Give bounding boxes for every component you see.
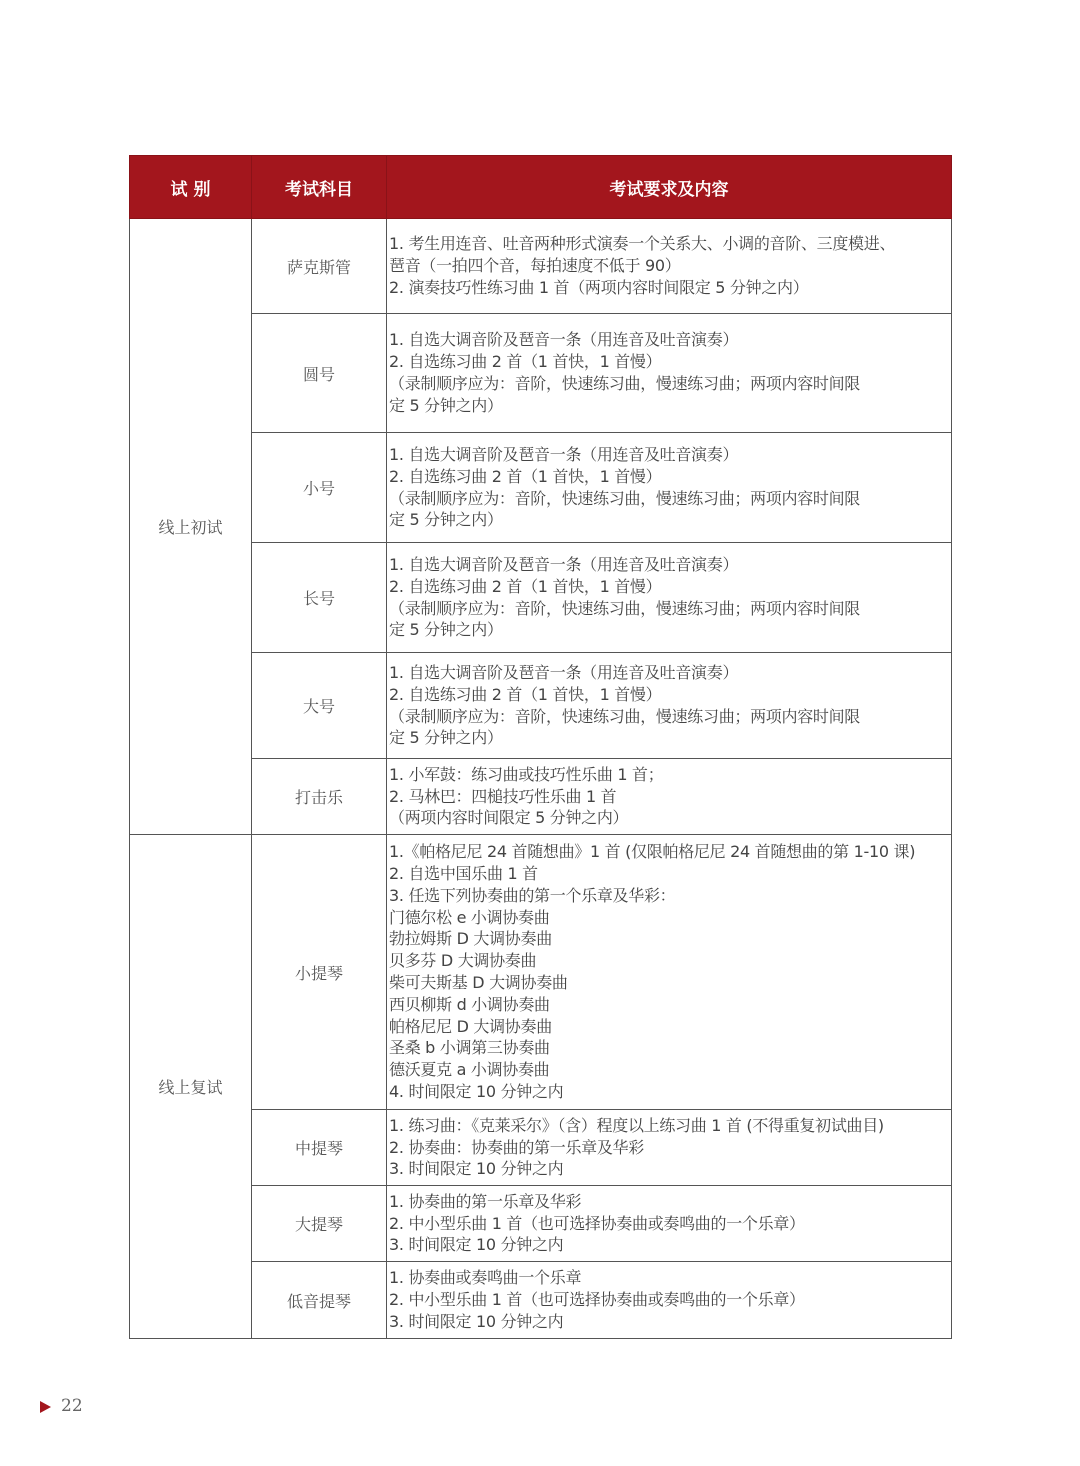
requirement-line: 1.《帕格尼尼 24 首随想曲》1 首 (仅限帕格尼尼 24 首随想曲的第 1-10 课)	[389, 842, 916, 862]
requirement-line: 1. 自选大调音阶及琶音一条（用连音及吐音演奏）	[389, 662, 739, 682]
requirement-line: 2. 自选练习曲 2 首（1 首快，1 首慢）	[389, 352, 662, 372]
requirement-line: （录制顺序应为：音阶，快速练习曲，慢速练习曲；两项内容时间限	[389, 706, 861, 726]
header-subject: 考试科目	[252, 156, 387, 219]
requirement-line: 2. 马林巴：四槌技巧性乐曲 1 首	[389, 786, 617, 806]
exam-requirements-table	[129, 155, 952, 1339]
requirement-line: （两项内容时间限定 5 分钟之内）	[389, 808, 629, 828]
requirement-line: 定 5 分钟之内）	[389, 728, 503, 748]
requirement-line: 德沃夏克 a 小调协奏曲	[389, 1060, 550, 1080]
subject-cell: 打击乐	[252, 759, 387, 835]
requirements-cell	[387, 653, 952, 759]
requirements-cell	[387, 219, 952, 314]
requirement-line: 门德尔松 e 小调协奏曲	[389, 907, 550, 927]
requirement-line: 1. 小军鼓：练习曲或技巧性乐曲 1 首；	[389, 764, 664, 784]
page-number: 22	[40, 1396, 83, 1416]
requirement-line: （录制顺序应为：音阶，快速练习曲，慢速练习曲；两项内容时间限	[389, 488, 861, 508]
subject-cell: 圆号	[252, 314, 387, 433]
requirement-line: 琶音（一拍四个音，每拍速度不低于 90）	[389, 256, 681, 276]
requirement-line: 1. 协奏曲的第一乐章及华彩	[389, 1191, 582, 1211]
table-row	[130, 1186, 952, 1262]
requirement-line: 3. 任选下列协奏曲的第一个乐章及华彩：	[389, 885, 676, 905]
requirement-line: 定 5 分钟之内）	[389, 510, 503, 530]
table-row	[130, 1262, 952, 1339]
subject-cell: 低音提琴	[252, 1262, 387, 1339]
requirement-line: 定 5 分钟之内）	[389, 620, 503, 640]
requirement-line: 3. 时间限定 10 分钟之内	[389, 1311, 564, 1331]
requirement-line: 4. 时间限定 10 分钟之内	[389, 1081, 564, 1101]
table-row	[130, 1110, 952, 1186]
subject-cell: 小号	[252, 433, 387, 543]
requirement-line: 柴可夫斯基 D 大调协奏曲	[389, 973, 568, 992]
requirement-line: 1. 考生用连音、吐音两种形式演奏一个关系大、小调的音阶、三度模进、	[389, 234, 896, 254]
subject-cell: 大号	[252, 653, 387, 759]
requirement-line: （录制顺序应为：音阶，快速练习曲，慢速练习曲；两项内容时间限	[389, 374, 861, 393]
requirement-line: 2. 中小型乐曲 1 首（也可选择协奏曲或奏鸣曲的一个乐章）	[389, 1213, 805, 1233]
requirement-line: 3. 时间限定 10 分钟之内	[389, 1159, 564, 1179]
requirements-cell	[387, 433, 952, 543]
table-header-row	[130, 156, 952, 219]
requirements-cell	[387, 835, 952, 1110]
exam-type-cell: 线上初试	[130, 219, 252, 835]
requirements-cell	[387, 1110, 952, 1186]
table-row	[130, 653, 952, 759]
requirement-line: 3. 时间限定 10 分钟之内	[389, 1235, 564, 1255]
requirement-line: 1. 协奏曲或奏鸣曲一个乐章	[389, 1268, 582, 1288]
table-row	[130, 759, 952, 835]
requirement-line: 1. 自选大调音阶及琶音一条（用连音及吐音演奏）	[389, 330, 739, 350]
requirements-cell	[387, 1186, 952, 1262]
subject-cell: 萨克斯管	[252, 219, 387, 314]
requirement-line: 1. 自选大调音阶及琶音一条（用连音及吐音演奏）	[389, 554, 739, 574]
requirement-line: 圣桑 b 小调第三协奏曲	[389, 1038, 550, 1058]
exam-type-cell: 线上复试	[130, 835, 252, 1339]
requirement-line: 2. 中小型乐曲 1 首（也可选择协奏曲或奏鸣曲的一个乐章）	[389, 1290, 805, 1310]
subject-cell: 小提琴	[252, 835, 387, 1110]
triangle-marker-icon	[40, 1401, 51, 1413]
requirement-line: 定 5 分钟之内）	[389, 395, 503, 415]
table-row	[130, 219, 952, 314]
requirement-line: 勃拉姆斯 D 大调协奏曲	[389, 929, 552, 949]
requirement-line: 2. 演奏技巧性练习曲 1 首（两项内容时间限定 5 分钟之内）	[389, 277, 809, 297]
requirement-line: 帕格尼尼 D 大调协奏曲	[389, 1016, 552, 1036]
header-requirements: 考试要求及内容	[387, 156, 952, 219]
subject-cell: 长号	[252, 543, 387, 653]
table-row	[130, 835, 952, 1110]
requirement-line: 2. 自选练习曲 2 首（1 首快，1 首慢）	[389, 684, 662, 704]
requirement-line: 1. 练习曲：《克莱采尔》（含）程度以上练习曲 1 首 (不得重复初试曲目)	[389, 1115, 884, 1135]
requirement-line: 1. 自选大调音阶及琶音一条（用连音及吐音演奏）	[389, 444, 739, 464]
header-exam-type: 试 别	[130, 156, 252, 219]
requirement-line: 贝多芬 D 大调协奏曲	[389, 951, 537, 971]
requirements-cell	[387, 1262, 952, 1339]
table-row	[130, 543, 952, 653]
requirement-line: 2. 自选练习曲 2 首（1 首快，1 首慢）	[389, 576, 662, 596]
requirements-cell	[387, 543, 952, 653]
requirement-line: 西贝柳斯 d 小调协奏曲	[389, 994, 550, 1014]
requirements-cell	[387, 314, 952, 433]
table-row	[130, 314, 952, 433]
requirement-line: （录制顺序应为：音阶，快速练习曲，慢速练习曲；两项内容时间限	[389, 598, 861, 618]
table-row	[130, 433, 952, 543]
requirements-cell	[387, 759, 952, 835]
requirement-line: 2. 协奏曲：协奏曲的第一乐章及华彩	[389, 1137, 644, 1157]
subject-cell: 大提琴	[252, 1186, 387, 1262]
requirement-line: 2. 自选中国乐曲 1 首	[389, 864, 538, 884]
subject-cell: 中提琴	[252, 1110, 387, 1186]
requirement-line: 2. 自选练习曲 2 首（1 首快，1 首慢）	[389, 466, 662, 486]
